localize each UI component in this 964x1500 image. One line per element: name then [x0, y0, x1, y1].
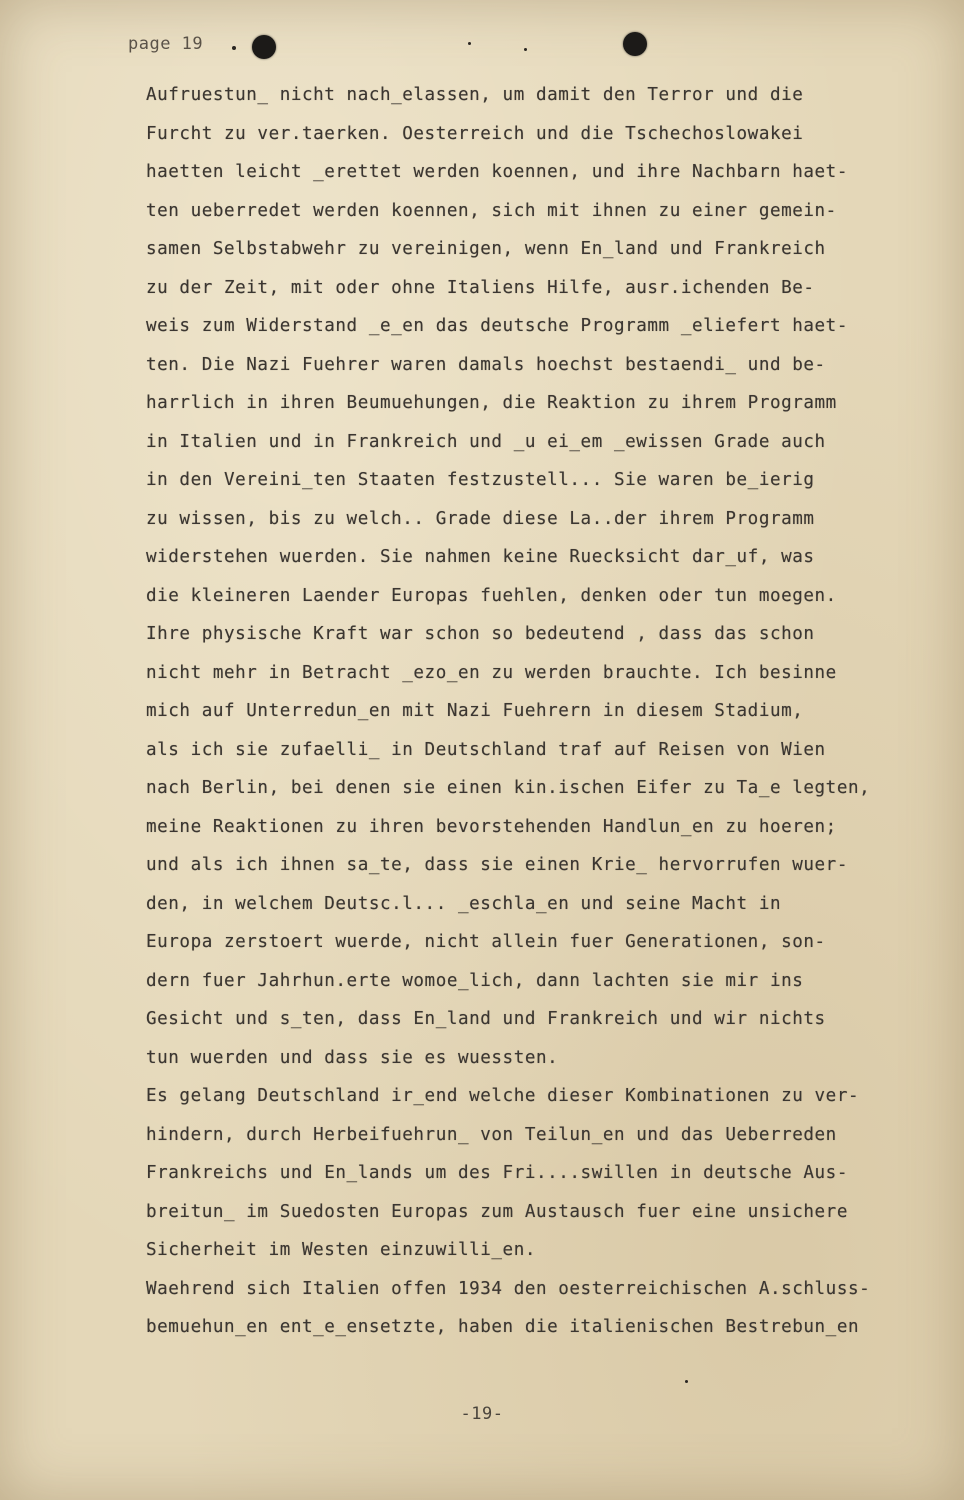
- ink-speck: [232, 46, 236, 50]
- text-line: Frankreichs und En_lands um des Fri....swillen in deutsche Aus-: [146, 1163, 848, 1183]
- ink-speck: [468, 42, 471, 45]
- text-line: zu wissen, bis zu welch.. Grade diese La..der ihrem Programm: [146, 508, 815, 529]
- ink-speck: [524, 48, 527, 51]
- text-line: ten. Die Nazi Fuehrer waren damals hoechst bestaendi_ und be-: [146, 354, 826, 375]
- text-line: bemuehun_en ent_e_ensetzte, haben die italienischen Bestrebun_en: [146, 1317, 860, 1337]
- body-text: [146, 76, 926, 1347]
- text-line: samen Selbstabwehr zu vereinigen, wenn En_land und Frankreich: [146, 239, 826, 259]
- text-line: nach Berlin, bei denen sie einen kin.ischen Eifer zu Ta_e legten,: [146, 778, 871, 798]
- text-line: weis zum Widerstand _e_en das deutsche Programm _eliefert haet-: [146, 316, 848, 336]
- text-line: meine Reaktionen zu ihren bevorstehenden Handlun_en zu hoeren;: [146, 816, 837, 837]
- punch-hole-right: [623, 32, 647, 56]
- page-number: -19-: [460, 1404, 504, 1424]
- page-header: page 19: [128, 34, 204, 54]
- text-line: Europa zerstoert wuerde, nicht allein fuer Generationen, son-: [146, 932, 826, 952]
- punch-hole-left: [252, 35, 276, 59]
- text-line: in Italien und in Frankreich und _u ei_em _ewissen Grade auch: [146, 431, 826, 452]
- text-line: mich auf Unterredun_en mit Nazi Fuehrern in diesem Stadium,: [146, 701, 804, 721]
- text-line: als ich sie zufaelli_ in Deutschland traf auf Reisen von Wien: [146, 739, 826, 760]
- text-line: breitun_ im Suedosten Europas zum Austausch fuer eine unsichere: [146, 1201, 848, 1222]
- text-line: Ihre physische Kraft war schon so bedeutend , dass das schon: [146, 624, 815, 644]
- text-line: harrlich in ihren Beumuehungen, die Reaktion zu ihrem Programm: [146, 393, 837, 413]
- text-line: Sicherheit im Westen einzuwilli_en.: [146, 1240, 536, 1260]
- text-line: haetten leicht _erettet werden koennen, und ihre Nachbarn haet-: [146, 162, 848, 182]
- text-line: die kleineren Laender Europas fuehlen, denken oder tun moegen.: [146, 585, 837, 606]
- text-line: und als ich ihnen sa_te, dass sie einen Krie_ hervorrufen wuer-: [146, 855, 848, 875]
- text-line: tun wuerden und dass sie es wuessten.: [146, 1047, 559, 1068]
- ink-speck: [685, 1380, 688, 1383]
- text-line: in den Vereini_ten Staaten festzustell... Sie waren be_ierig: [146, 470, 815, 490]
- text-line: dern fuer Jahrhun.erte womoe_lich, dann lachten sie mir ins: [146, 970, 804, 991]
- text-line: hindern, durch Herbeifuehrun_ von Teilun_en und das Ueberreden: [146, 1124, 837, 1145]
- text-line: widerstehen wuerden. Sie nahmen keine Ruecksicht dar_uf, was: [146, 547, 815, 567]
- text-line: Waehrend sich Italien offen 1934 den oesterreichischen A.schluss-: [146, 1278, 871, 1299]
- text-line: Es gelang Deutschland ir_end welche dieser Kombinationen zu ver-: [146, 1086, 860, 1106]
- text-line: Gesicht und s_ten, dass En_land und Frankreich und wir nichts: [146, 1009, 826, 1029]
- text-line: Furcht zu ver.taerken. Oesterreich und die Tschechoslowakei: [146, 123, 804, 144]
- text-line: den, in welchem Deutsc.l... _eschla_en und seine Macht in: [146, 893, 782, 914]
- text-line: Aufruestun_ nicht nach_elassen, um damit den Terror und die: [146, 85, 804, 105]
- text-line: zu der Zeit, mit oder ohne Italiens Hilfe, ausr.ichenden Be-: [146, 277, 815, 298]
- text-line: ten ueberredet werden koennen, sich mit ihnen zu einer gemein-: [146, 200, 837, 221]
- text-line: nicht mehr in Betracht _ezo_en zu werden brauchte. Ich besinne: [146, 662, 837, 683]
